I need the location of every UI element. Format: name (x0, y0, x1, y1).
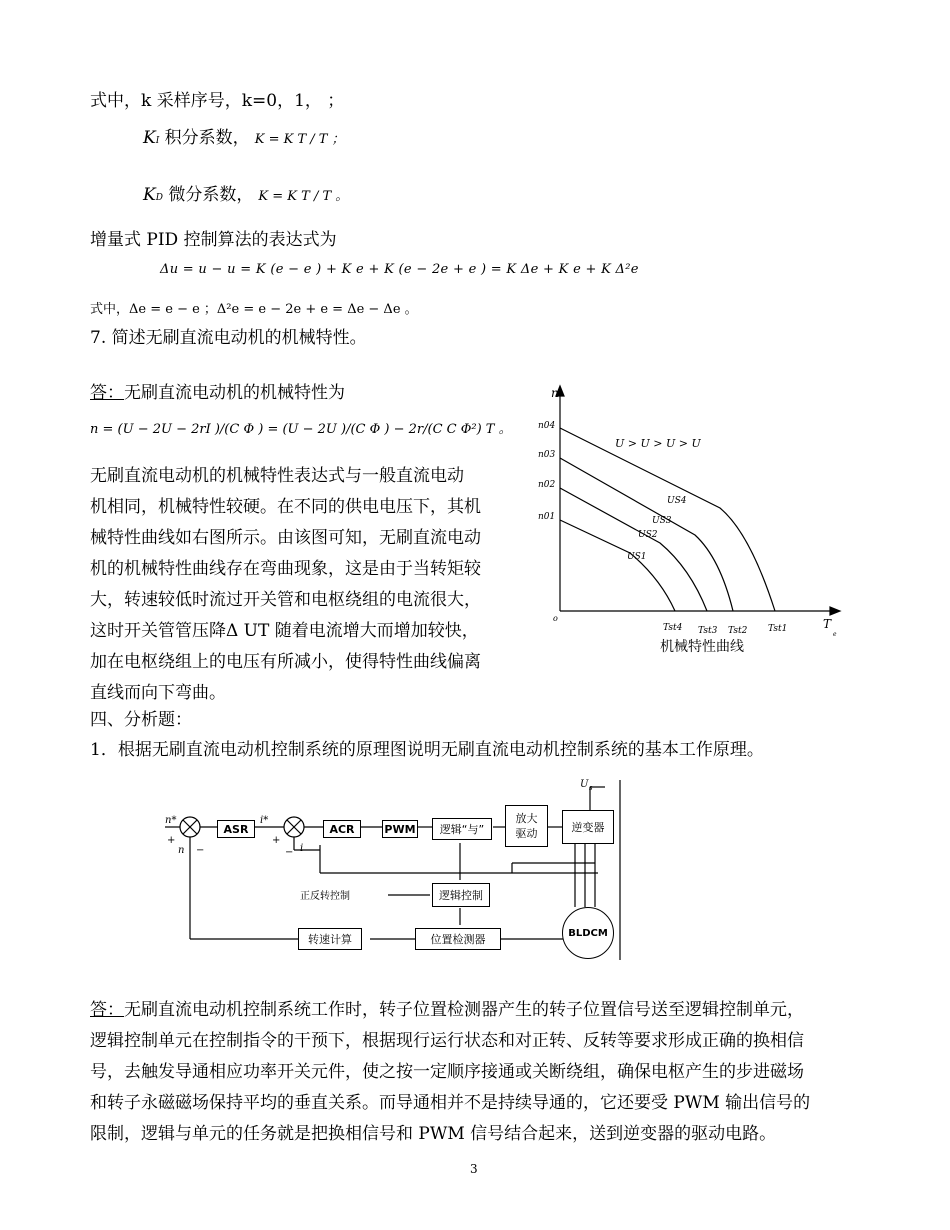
incremental-pid-title: 增量式 PID 控制算法的表达式为 (90, 230, 337, 250)
page-number: 3 (470, 1162, 478, 1176)
curve-us2 (560, 488, 707, 611)
question-7: 7. 简述无刷直流电动机的机械特性。 (90, 328, 367, 348)
svg-text:+: + (167, 835, 176, 846)
i-ref-label: i* (260, 815, 269, 826)
us3-label: US3 (652, 516, 672, 526)
us1-label: US1 (627, 552, 647, 562)
delta-definition: 式中，Δe = e − e ；Δ²e = e − 2e + e = Δe − Δe 。 (90, 302, 418, 317)
us4-label: US4 (667, 496, 687, 506)
sampling-line: 式中，k 采样序号，k=0，1， ； (90, 91, 345, 111)
section-4-title: 四、分析题： (90, 710, 192, 730)
asr-block: ASR (217, 820, 255, 838)
speed-calc-block: 转速计算 (298, 928, 362, 950)
paragraph-line: 逻辑控制单元在控制指令的干预下，根据现行运行状态和对正转、反转等要求形成正确的换相信 (90, 1031, 804, 1051)
n04-label: n04 (538, 421, 556, 431)
svg-text:+: + (272, 835, 281, 846)
ki-definition: KI 积分系数， K = K T / T ； (143, 128, 345, 148)
paragraph-line: 和转子永磁磁场保持平均的垂直关系。而导通相并不是持续导通的，它还要受 PWM 输出信号的 (90, 1093, 811, 1113)
answer-7-body (90, 461, 520, 709)
position-detector-block: 位置检测器 (415, 928, 501, 950)
svg-text:−: − (285, 847, 294, 858)
curve-us1 (560, 520, 675, 611)
paragraph-line: 答：无刷直流电动机控制系统工作时，转子位置检测器产生的转子位置信号送至逻辑控制单元， (90, 1000, 804, 1020)
paragraph-line: 无刷直流电动机的机械特性表达式与一般直流电动 (90, 466, 464, 486)
svg-text:s: s (589, 784, 593, 792)
inverter-block: 逆变器 (562, 810, 614, 844)
tst3-label: Tst3 (698, 626, 718, 636)
amp-drive-block: 放大 驱动 (505, 805, 548, 847)
tst4-label: Tst4 (663, 623, 683, 633)
logic-control-block: 逻辑控制 (432, 883, 490, 907)
answer-7-intro: 答：无刷直流电动机的机械特性为 (90, 383, 345, 403)
answer-label: 答： (90, 383, 124, 403)
n03-label: n03 (538, 450, 556, 460)
mech-characteristic-chart (535, 383, 845, 658)
paragraph-line: 加在电枢绕组上的电压有所减小，使得特性曲线偏离 (90, 652, 481, 672)
i-feedback-label: i (300, 843, 304, 854)
svg-text:−: − (196, 845, 205, 856)
paragraph-line: 这时开关管管压降Δ UT 随着电流增大而增加较快， (90, 621, 479, 641)
n-ref-label: n* (165, 815, 177, 826)
direction-control-label: 正反转控制 (300, 891, 350, 902)
n02-label: n02 (538, 480, 556, 490)
tst2-label: Tst2 (728, 626, 748, 636)
logic-and-block: 逻辑“与” (432, 818, 492, 840)
chart-caption: 机械特性曲线 (660, 639, 744, 655)
question-1: 1．根据无刷直流电动机控制系统的原理图说明无刷直流电动机控制系统的基本工作原理。 (90, 740, 764, 760)
acr-block: ACR (323, 820, 361, 838)
supply-label: U (580, 779, 589, 790)
paragraph-line: 大，转速较低时流过开关管和电枢绕组的电流很大， (90, 590, 481, 610)
kd-definition: KD 微分系数， K = K T / T 。 (143, 185, 349, 205)
paragraph-line: 机的机械特性曲线存在弯曲现象，这是由于当转矩较 (90, 559, 481, 579)
paragraph-line: 号，去触发导通相应功率开关元件，使之按一定顺序接通或关断绕组，确保电枢产生的步进磁场 (90, 1062, 804, 1082)
answer-label: 答： (90, 1000, 124, 1020)
svg-text:e: e (833, 631, 837, 638)
t-axis-arrow (830, 607, 840, 615)
legend: U > U > U > U (615, 437, 701, 450)
paragraph-line: 械特性曲线如右图所示。由该图可知，无刷直流电动 (90, 528, 481, 548)
n-feedback-label: n (178, 845, 185, 856)
n01-label: n01 (538, 512, 556, 522)
tst1-label: Tst1 (768, 624, 788, 634)
t-axis-label: T (823, 617, 832, 631)
mech-characteristic-formula: n = (U − 2U − 2rI )/(C Φ ) = (U − 2U )/(C Φ ) − 2r/(C C Φ²) T 。 (90, 422, 512, 437)
pwm-block: PWM (382, 820, 418, 838)
answer-1-body (90, 995, 870, 1150)
paragraph-line: 直线而向下弯曲。 (90, 683, 226, 703)
origin-label: o (553, 614, 558, 623)
us2-label: US2 (638, 530, 658, 540)
n-axis-label: n (551, 386, 559, 400)
paragraph-line: 限制，逻辑与单元的任务就是把换相信号和 PWM 信号结合起来，送到逆变器的驱动电路。 (90, 1124, 777, 1144)
incremental-pid-formula: Δu = u − u = K (e − e ) + K e + K (e − 2e + e ) = K Δe + K e + K Δ²e (160, 262, 639, 277)
bldcm-motor: BLDCM (562, 907, 614, 959)
paragraph-line: 机相同，机械特性较硬。在不同的供电电压下，其机 (90, 497, 481, 517)
